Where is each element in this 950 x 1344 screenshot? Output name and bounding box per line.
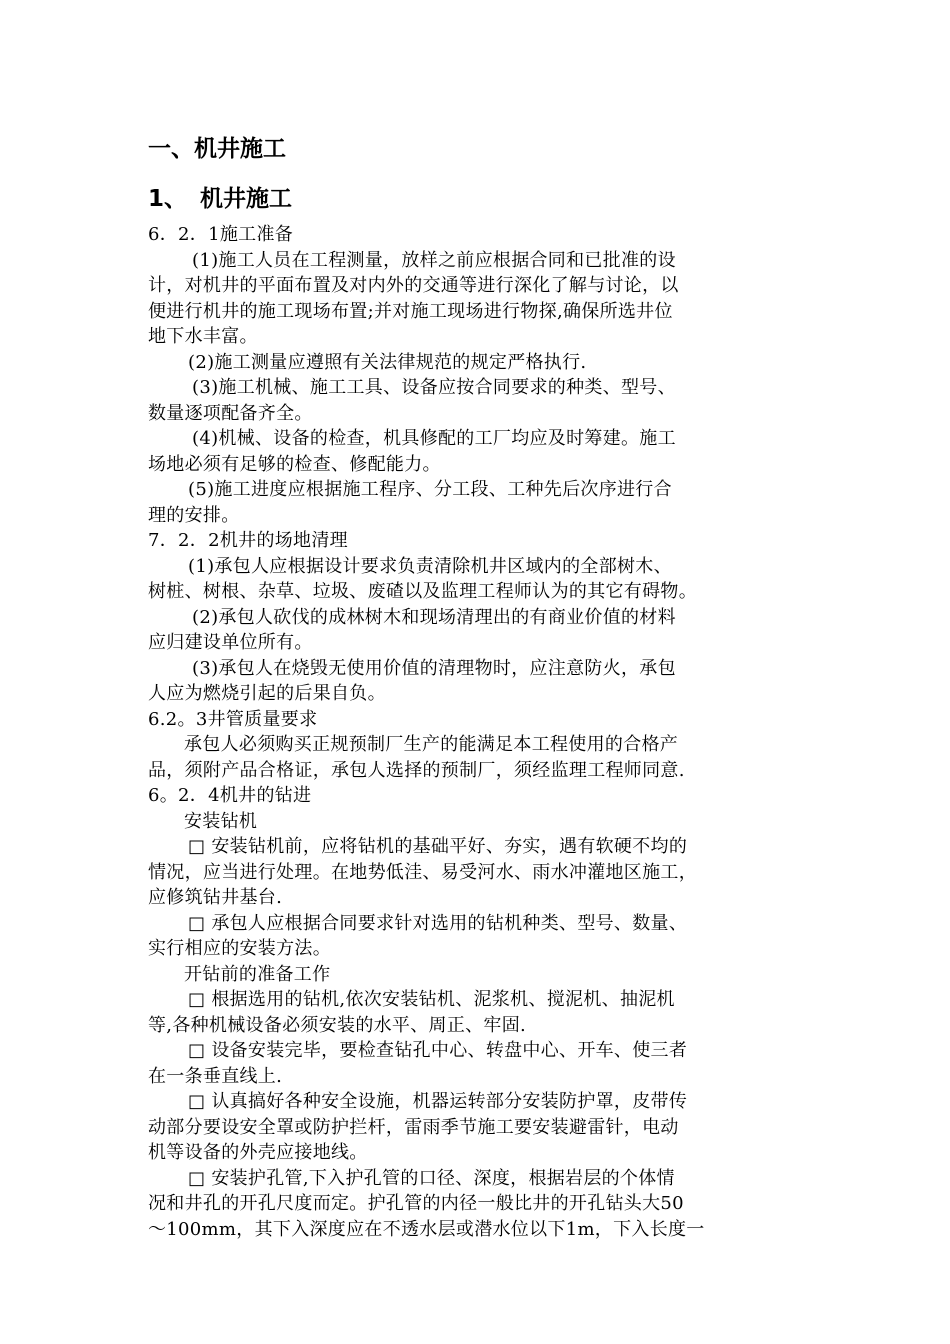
paragraph-line: 实行相应的安装方法。	[148, 938, 331, 959]
paragraph-line: 应修筑钻井基台.	[148, 887, 283, 908]
bullet-line: □ 认真搞好各种安全设施，机器运转部分安装防护罩，皮带传	[188, 1091, 688, 1112]
sub-heading: 开钻前的准备工作	[184, 963, 331, 985]
paragraph-line: 理的安排。	[148, 504, 240, 526]
paragraph-line: 计，对机井的平面布置及对内外的交通等进行深化了解与讨论，以	[148, 275, 679, 296]
paragraph-line: 品，须附产品合格证，承包人选择的预制厂，须经监理工程师同意.	[148, 759, 685, 781]
paragraph-line: (3)施工机械、施工工具、设备应按合同要求的种类、型号、	[192, 377, 676, 398]
paragraph-line: (1)施工人员在工程测量，放样之前应根据合同和已批准的设	[192, 249, 676, 271]
paragraph-line: (1)承包人应根据设计要求负责清除机井区域内的全部树木、	[188, 555, 672, 577]
paragraph-line: 地下水丰富。	[148, 326, 258, 347]
body-text	[148, 222, 808, 1242]
paragraph-line: 况和井孔的开孔尺度而定。护孔管的内径一般比井的开孔钻头大50	[148, 1193, 684, 1214]
paragraph-line: (3)承包人在烧毁无使用价值的清理物时，应注意防火，承包	[192, 657, 676, 679]
chapter-heading: 一、机井施工	[148, 136, 286, 162]
bullet-line: □ 设备安装完毕，要检查钻孔中心、转盘中心、开车、使三者	[188, 1040, 688, 1061]
paragraph-line: (2)承包人砍伐的成林树木和现场清理出的有商业价值的材料	[192, 606, 676, 628]
paragraph-line: 等,各种机械设备必须安装的水平、周正、牢固.	[148, 1014, 527, 1036]
bullet-line: □ 安装钻机前，应将钻机的基础平好、夯实，遇有软硬不均的	[188, 836, 688, 857]
sub-heading: 安装钻机	[184, 810, 258, 832]
bullet-line: □ 安装护孔管,下入护孔管的口径、深度，根据岩层的个体情	[188, 1167, 675, 1189]
bullet-line: □ 根据选用的钻机,依次安装钻机、泥浆机、搅泥机、抽泥机	[188, 989, 675, 1010]
subsection-heading: 6.2。3井管质量要求	[148, 708, 318, 730]
section-title: 机井施工	[200, 186, 292, 212]
paragraph-line: 情况，应当进行处理。在地势低洼、易受河水、雨水冲灌地区施工，	[148, 861, 697, 883]
paragraph-line: 在一条垂直线上.	[148, 1065, 283, 1087]
paragraph-line: (4)机械、设备的检查，机具修配的工厂均应及时筹建。施工	[192, 428, 676, 449]
paragraph-line: 数量逐项配备齐全。	[148, 402, 313, 424]
paragraph-line: 动部分要设安全罩或防护拦杆，雷雨季节施工要安装避雷针，电动	[148, 1116, 679, 1138]
subsection-heading: 6．2．1施工准备	[148, 224, 294, 245]
paragraph-line: (5)施工进度应根据施工程序、分工段、工种先后次序进行合	[188, 479, 672, 500]
paragraph-line: 承包人必须购买正规预制厂生产的能满足本工程使用的合格产	[184, 734, 679, 755]
subsection-heading: 7．2．2机井的场地清理	[148, 530, 348, 551]
section-number: 1、	[148, 186, 188, 212]
paragraph-line: (2)施工测量应遵照有关法律规范的规定严格执行.	[188, 351, 587, 373]
bullet-line: □ 承包人应根据合同要求针对选用的钻机种类、型号、数量、	[188, 912, 688, 934]
paragraph-line: ～100mm，其下入深度应在不透水层或潜水位以下1m，下入长度一	[148, 1218, 705, 1240]
paragraph-line: 便进行机井的施工现场布置;并对施工现场进行物探,确保所选井位	[148, 300, 673, 322]
paragraph-line: 树桩、树根、杂草、垃圾、废碴以及监理工程师认为的其它有碍物。	[148, 581, 697, 602]
paragraph-line: 场地必须有足够的检查、修配能力。	[148, 453, 441, 475]
paragraph-line: 人应为燃烧引起的后果自负。	[148, 683, 386, 704]
subsection-heading: 6。2．4机井的钻进	[148, 785, 312, 806]
paragraph-line: 机等设备的外壳应接地线。	[148, 1142, 368, 1163]
section-heading	[148, 184, 292, 214]
paragraph-line: 应归建设单位所有。	[148, 632, 313, 653]
